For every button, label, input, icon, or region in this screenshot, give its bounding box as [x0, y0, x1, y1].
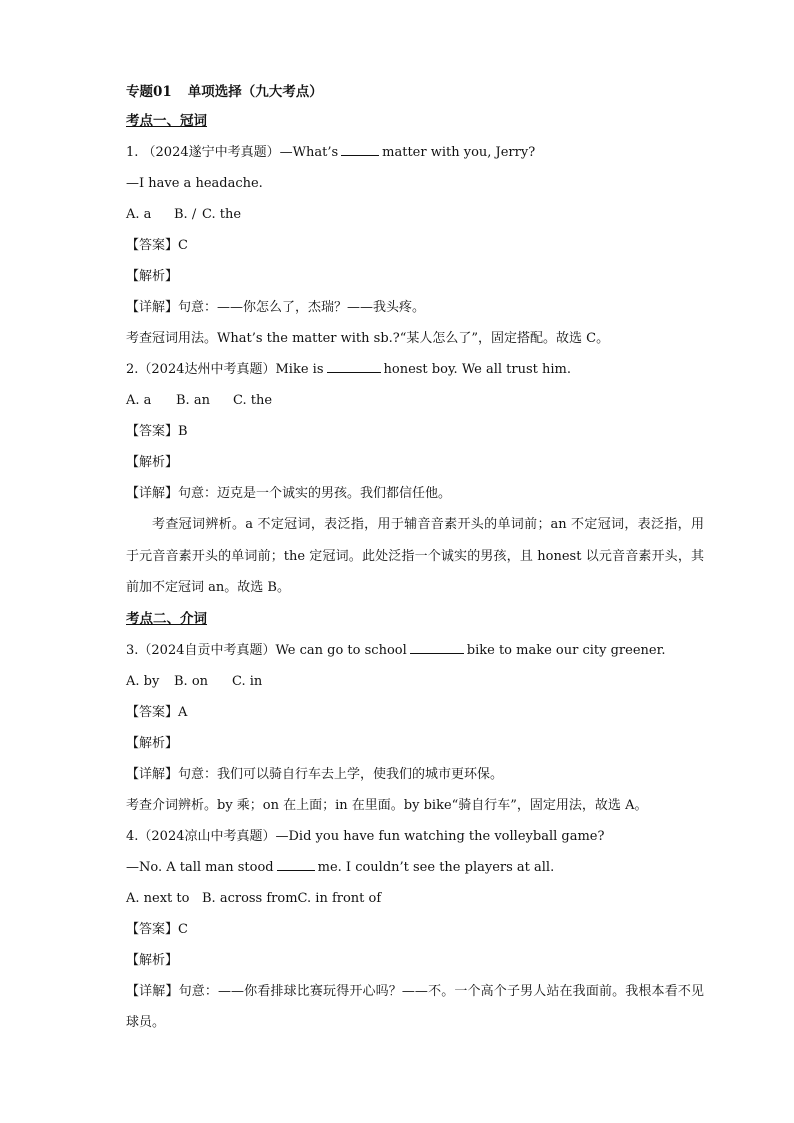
option-c: C. in front of: [297, 890, 382, 906]
topic-title: 单项选择（九大考点）: [187, 84, 323, 100]
question-1-options: [126, 199, 704, 230]
document-content: [126, 78, 704, 1039]
analysis-label: 【解析】: [126, 455, 179, 470]
option-c: C. in: [232, 673, 263, 689]
answer-blank: [277, 858, 315, 871]
question-3-options: [126, 666, 704, 697]
option-b: B. an: [176, 393, 210, 408]
question-1-stem: 1. （2024遂宁中考真题）—What’s: [126, 145, 339, 160]
detail-paragraph: 【详解】句意：——你看排球比赛玩得开心吗？——不。一个高个子男人站在我面前。我根本看不见球员。: [126, 983, 704, 1030]
analysis-label: 【解析】: [126, 735, 179, 751]
answer-blank: [410, 641, 464, 654]
option-c: C. the: [233, 393, 273, 408]
analysis-label: 【解析】: [126, 269, 179, 284]
option-a: A. by: [126, 673, 160, 689]
detail-line: 【详解】句意：——你怎么了，杰瑞？——我头疼。: [126, 300, 426, 315]
explanation-line: 考查介词辨析。by 乘；on 在上面；in 在里面。by bike“骑自行车”，固定用法，故选 A。: [126, 797, 648, 813]
option-b: B. on: [174, 673, 209, 689]
detail-line: 【详解】句意：我们可以骑自行车去上学，使我们的城市更环保。: [126, 766, 504, 782]
answer-line: 【答案】C: [126, 921, 188, 937]
question-1-reply: —I have a headache.: [126, 176, 263, 191]
option-b: B. across from: [202, 890, 298, 906]
question-2-options: [126, 385, 704, 416]
option-a: A. a: [126, 207, 152, 222]
explanation-line: 考查冠词用法。What’s the matter with sb.?“某人怎么了”，固定搭配。故选 C。: [126, 331, 610, 346]
option-c: C. the: [202, 207, 242, 222]
question-2: [126, 354, 704, 385]
question-4-reply-end: me. I couldn’t see the players at all.: [317, 859, 555, 875]
question-1-stem-end: matter with you, Jerry?: [382, 145, 536, 160]
analysis-label: 【解析】: [126, 952, 179, 968]
option-b: B. /: [174, 207, 197, 222]
explanation-paragraph: 考查冠词辨析。a 不定冠词，表泛指，用于辅音音素开头的单词前；an 不定冠词，表泛指，用于元音音素开头的单词前；the 定冠词。此处泛指一个诚实的男孩，且 honest 以元音音素开头，其前加不定冠词 an。故选 B。: [126, 517, 704, 595]
question-1: [126, 137, 704, 168]
detail-line: 【详解】句意：迈克是一个诚实的男孩。我们都信任他。: [126, 486, 452, 501]
answer-line: 【答案】C: [126, 238, 188, 253]
answer-blank: [341, 143, 379, 156]
question-3-stem: 3.（2024自贡中考真题）We can go to school: [126, 642, 407, 658]
question-4-reply: [126, 852, 704, 883]
section-heading-articles: 考点一、冠词: [126, 113, 207, 129]
option-a: A. next to: [126, 890, 190, 906]
question-4-reply-start: —No. A tall man stood: [126, 859, 274, 875]
answer-line: 【答案】B: [126, 424, 188, 439]
section-heading-prepositions: 考点二、介词: [126, 610, 207, 627]
page-title: [126, 78, 704, 106]
answer-line: 【答案】A: [126, 704, 188, 720]
question-2-stem: 2.（2024达州中考真题）Mike is: [126, 362, 324, 377]
question-4-options: [126, 883, 704, 914]
question-3-stem-end: bike to make our city greener.: [466, 642, 666, 658]
option-a: A. a: [126, 393, 152, 408]
answer-blank: [327, 360, 381, 373]
topic-number: 专题01: [126, 84, 172, 100]
question-4: 4.（2024凉山中考真题）—Did you have fun watching the volleyball game?: [126, 828, 605, 844]
question-3: [126, 635, 704, 666]
question-2-stem-end: honest boy. We all trust him.: [383, 362, 571, 377]
